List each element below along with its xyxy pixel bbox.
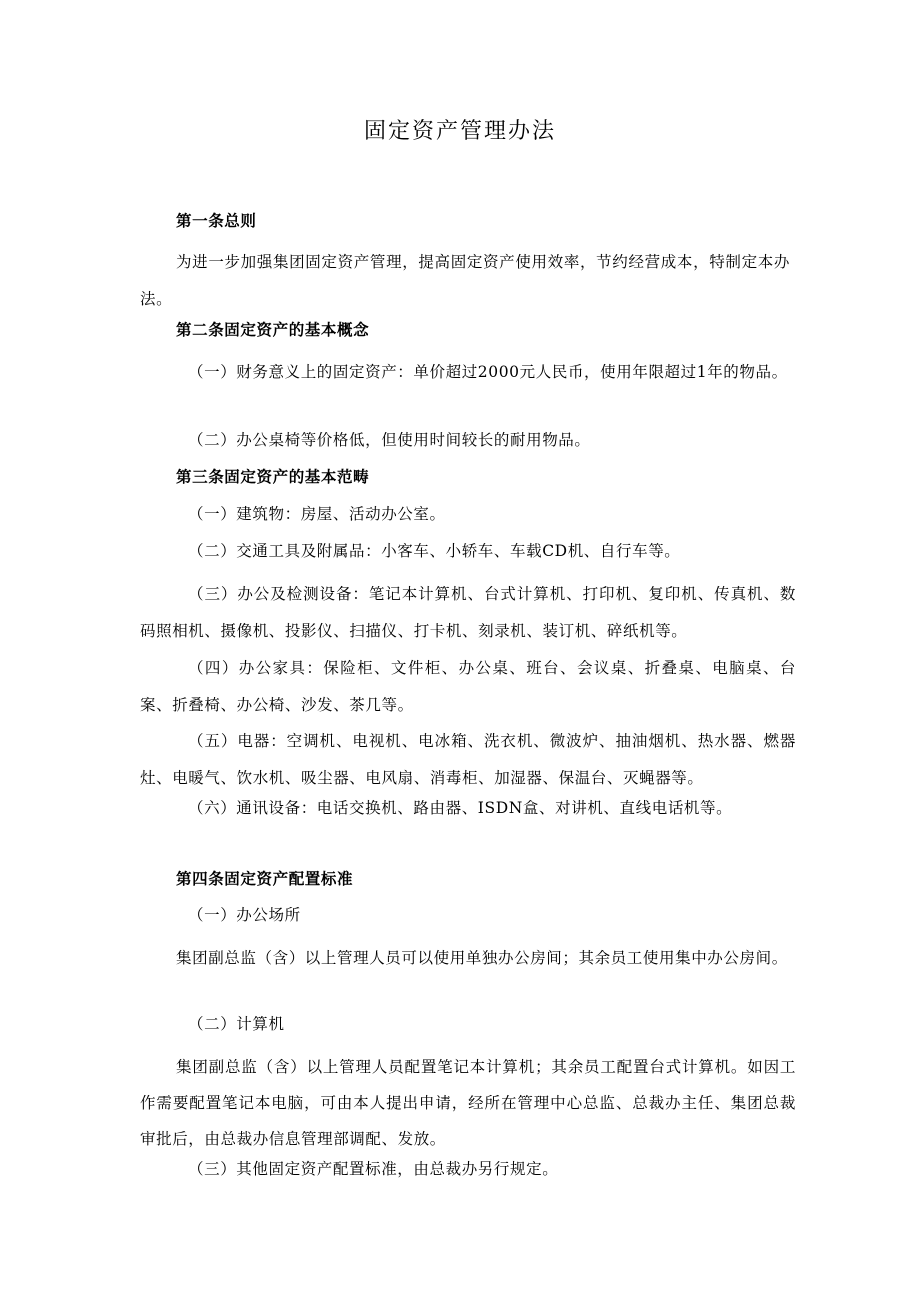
article-3-heading: 第三条固定资产的基本范畴 <box>176 467 370 486</box>
article-2-item-1: （一）财务意义上的固定资产：单价超过2000元人民币，使用年限超过1年的物品。 <box>188 363 788 381</box>
article-3-item-5: （五）电器：空调机、电视机、电冰箱、洗衣机、微波炉、抽油烟机、热水器、燃器灶、电暖气、饮水机、吸尘器、电风扇、消毒柜、加湿器、保温台、灭蝇器等。 <box>140 732 796 787</box>
article-3-item-4: （四）办公家具：保险柜、文件柜、办公桌、班台、会议桌、折叠桌、电脑桌、台案、折叠椅、办公椅、沙发、茶几等。 <box>140 659 796 714</box>
article-2-item-2: （二）办公桌椅等价格低，但使用时间较长的耐用物品。 <box>188 431 591 449</box>
article-1-paragraph: 为进一步加强集团固定资产管理，提高固定资产使用效率，节约经营成本，特制定本办法。 <box>140 253 790 308</box>
article-2-heading: 第二条固定资产的基本概念 <box>176 320 370 339</box>
article-4-paragraph-3: （三）其他固定资产配置标准，由总裁办另行规定。 <box>188 1160 559 1178</box>
article-3-item-2: （二）交通工具及附属品：小客车、小轿车、车载CD机、自行车等。 <box>188 542 681 560</box>
article-3-item-1: （一）建筑物：房屋、活动办公室。 <box>188 505 446 523</box>
article-4-paragraph-1: 集团副总监（含）以上管理人员可以使用单独办公房间；其余员工使用集中办公房间。 <box>176 949 788 967</box>
article-3-item-6: （六）通讯设备：电话交换机、路由器、ISDN盒、对讲机、直线电话机等。 <box>188 799 733 817</box>
article-1-heading: 第一条总则 <box>176 211 257 230</box>
article-4-paragraph-2: 集团副总监（含）以上管理人员配置笔记本计算机；其余员工配置台式计算机。如因工作需要配置笔记本电脑，可由本人提出申请，经所在管理中心总监、总裁办主任、集团总裁审批后，由总裁办信息管理部调配、发放。 <box>140 1058 796 1148</box>
article-4-heading: 第四条固定资产配置标准 <box>176 869 354 888</box>
article-4-subheading-1: （一）办公场所 <box>188 906 301 924</box>
document-title: 固定资产管理办法 <box>363 119 556 144</box>
article-3-item-3: （三）办公及检测设备：笔记本计算机、台式计算机、打印机、复印机、传真机、数码照相机、摄像机、投影仪、扫描仪、打卡机、刻录机、装订机、碎纸机等。 <box>140 585 796 640</box>
article-4-subheading-2: （二）计算机 <box>188 1015 285 1033</box>
